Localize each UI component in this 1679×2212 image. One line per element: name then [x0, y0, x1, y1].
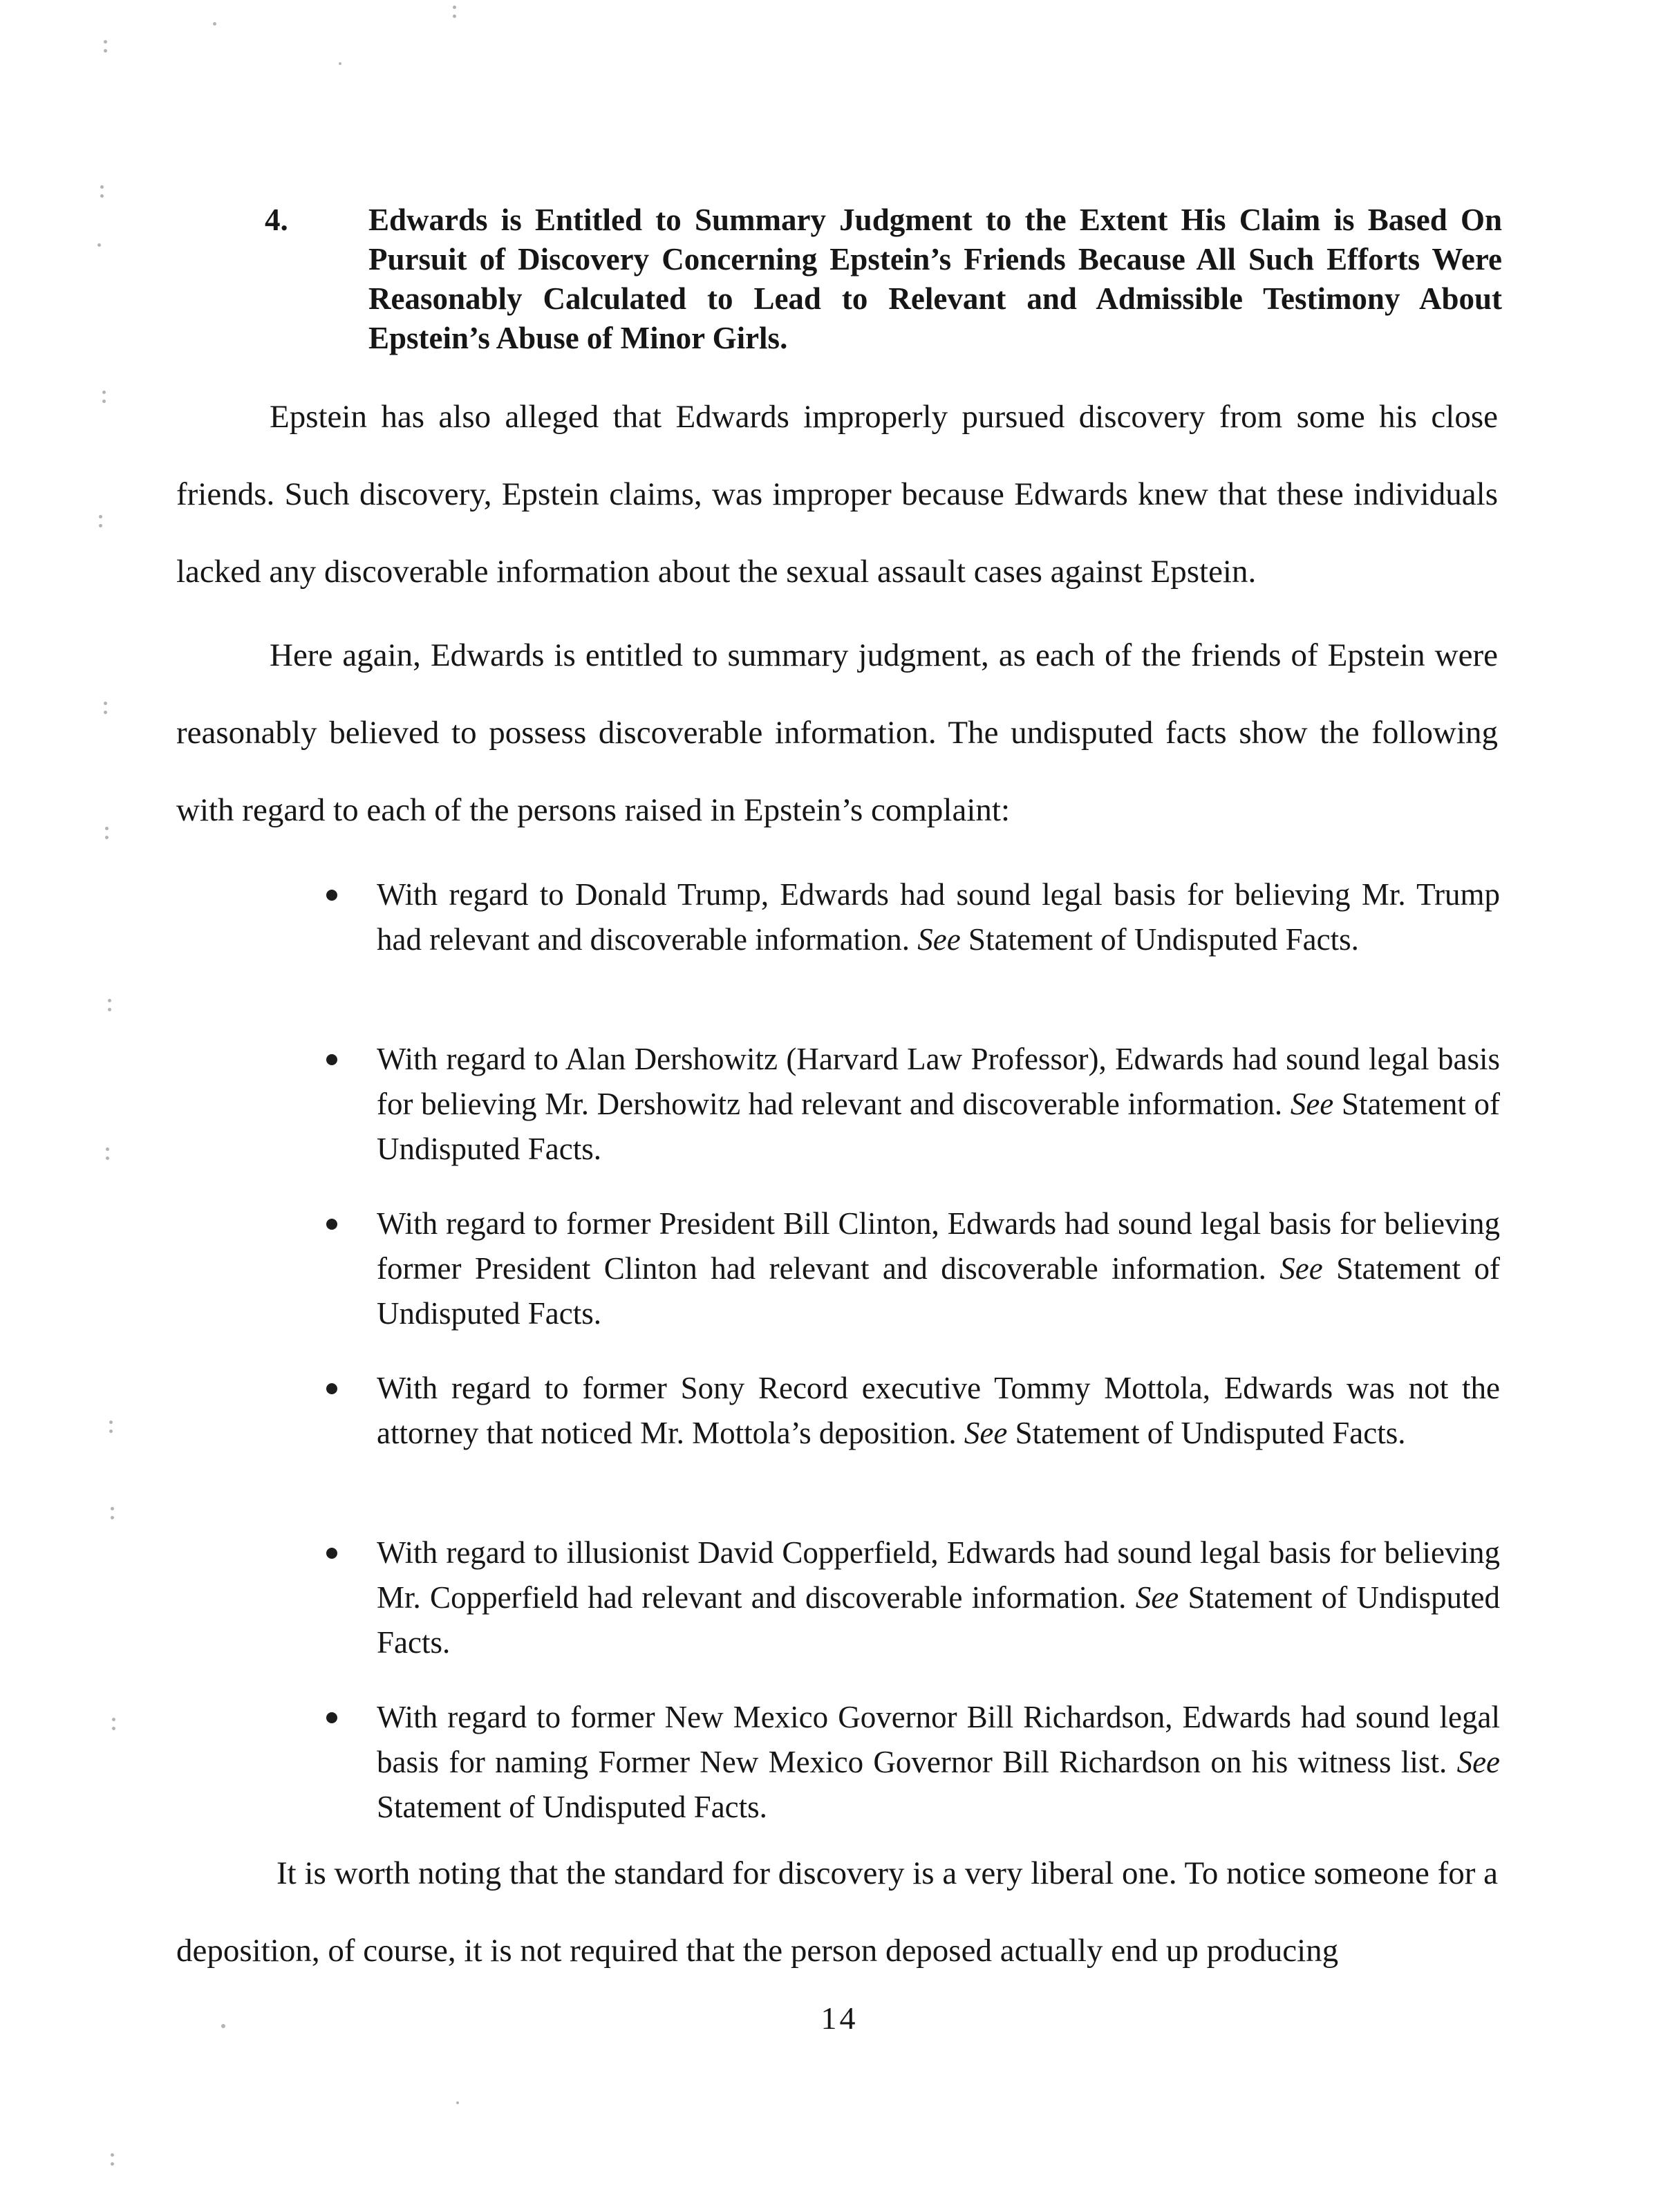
- see-citation: See: [1456, 1745, 1501, 1779]
- scan-artifact: [111, 2153, 114, 2157]
- citation-rest: Statement of Undisputed Facts.: [968, 922, 1359, 957]
- bullet-body: With regard to Alan Dershowitz (Harvard Law Professor), Edwards had sound legal basis for believing Mr. Dershowitz had relevant and discoverable information.: [377, 1042, 1500, 1121]
- scan-artifact: [102, 391, 106, 394]
- bullet-item-copperfield: [325, 1530, 1500, 1665]
- section-heading-number: 4.: [265, 203, 288, 237]
- bullet-icon: [326, 1054, 337, 1065]
- bullet-icon: [326, 1383, 337, 1394]
- bullet-body: With regard to former Sony Record executive Tommy Mottola, Edwards was not the attorney that noticed Mr. Mottola’s deposition.: [377, 1371, 1500, 1450]
- scan-artifact: [99, 515, 102, 518]
- scan-artifact: [104, 40, 107, 44]
- bullet-text: [377, 1530, 1500, 1665]
- see-citation: See: [964, 1416, 1008, 1450]
- bullet-body: With regard to Donald Trump, Edwards had sound legal basis for believing Mr. Trump had relevant and discoverable information.: [377, 877, 1500, 957]
- see-citation: See: [1135, 1580, 1179, 1615]
- bullet-item-trump: [325, 872, 1500, 962]
- bullet-icon: [326, 1548, 337, 1559]
- citation-rest: Statement of Undisputed Facts.: [377, 1251, 1500, 1331]
- bullet-item-richardson: [325, 1695, 1500, 1830]
- citation-rest: Statement of Undisputed Facts.: [377, 1790, 767, 1824]
- bullet-text: [377, 872, 1500, 962]
- body-paragraph: It is worth noting that the standard for discovery is a very liberal one. To notice someone for a deposition, of course, it is not required that the person deposed actually end up producing: [176, 1855, 1498, 1969]
- scan-artifact: [112, 1718, 115, 1721]
- section-heading: [265, 200, 1502, 358]
- scan-artifact: [111, 1507, 114, 1510]
- bullet-item-mottola: [325, 1366, 1500, 1456]
- scan-artifact: [213, 22, 216, 26]
- bullet-text: [377, 1201, 1500, 1336]
- bullet-icon: [326, 1712, 337, 1723]
- scan-artifact: [100, 185, 104, 189]
- scan-artifact: [108, 999, 111, 1002]
- bullet-icon: [326, 1219, 337, 1230]
- citation-rest: Statement of Undisputed Facts.: [377, 1087, 1500, 1166]
- bullet-item-clinton: [325, 1201, 1500, 1336]
- scan-artifact: [221, 2024, 225, 2028]
- scan-artifact: [106, 1147, 109, 1151]
- body-paragraph: Here again, Edwards is entitled to summary judgment, as each of the friends of Epstein were reasonably believed to possess discoverable information. The undisputed facts show the following with regard to each of the persons raised in Epstein’s complaint:: [176, 637, 1498, 828]
- see-citation: See: [917, 922, 961, 957]
- bullet-item-dershowitz: [325, 1037, 1500, 1172]
- citation-rest: Statement of Undisputed Facts.: [1015, 1416, 1406, 1450]
- bullet-body: With regard to former New Mexico Governor Bill Richardson, Edwards had sound legal basis for naming Former New Mexico Governor Bill Richardson on his witness list.: [377, 1700, 1500, 1779]
- bullet-text: [377, 1366, 1500, 1456]
- section-heading-text: Edwards is Entitled to Summary Judgment to the Extent His Claim is Based On Pursuit of Discovery Concerning Epstein’s Friends Because All Such Efforts Were Reasonably Calculated to Lead to Relevant and Admissible Testimony About Epstein’s Abuse of Minor Girls.: [368, 203, 1502, 355]
- scan-artifact: [456, 2101, 459, 2104]
- bullet-text: [377, 1037, 1500, 1172]
- bullet-icon: [326, 890, 337, 901]
- bullet-body: With regard to illusionist David Copperfield, Edwards had sound legal basis for believing Mr. Copperfield had relevant and discoverable information.: [377, 1535, 1500, 1615]
- bullet-body: With regard to former President Bill Clinton, Edwards had sound legal basis for believing former President Clinton had relevant and discoverable information.: [377, 1206, 1500, 1286]
- scan-artifact: [339, 62, 341, 65]
- citation-rest: Statement of Undisputed Facts.: [377, 1580, 1501, 1660]
- page-number: 14: [820, 2000, 859, 2036]
- scan-artifact: [97, 243, 101, 247]
- see-citation: See: [1279, 1251, 1323, 1286]
- body-paragraph: Epstein has also alleged that Edwards improperly pursued discovery from some his close friends. Such discovery, Epstein claims, was improper because Edwards knew that these individuals lacked any discoverable information about the sexual assault cases against Epstein.: [176, 399, 1498, 590]
- scan-artifact: [104, 702, 107, 705]
- see-citation: See: [1290, 1087, 1334, 1121]
- scan-artifact: [105, 827, 109, 830]
- scan-artifact: [109, 1421, 113, 1424]
- bullet-text: [377, 1695, 1500, 1830]
- scan-artifact: [453, 6, 456, 9]
